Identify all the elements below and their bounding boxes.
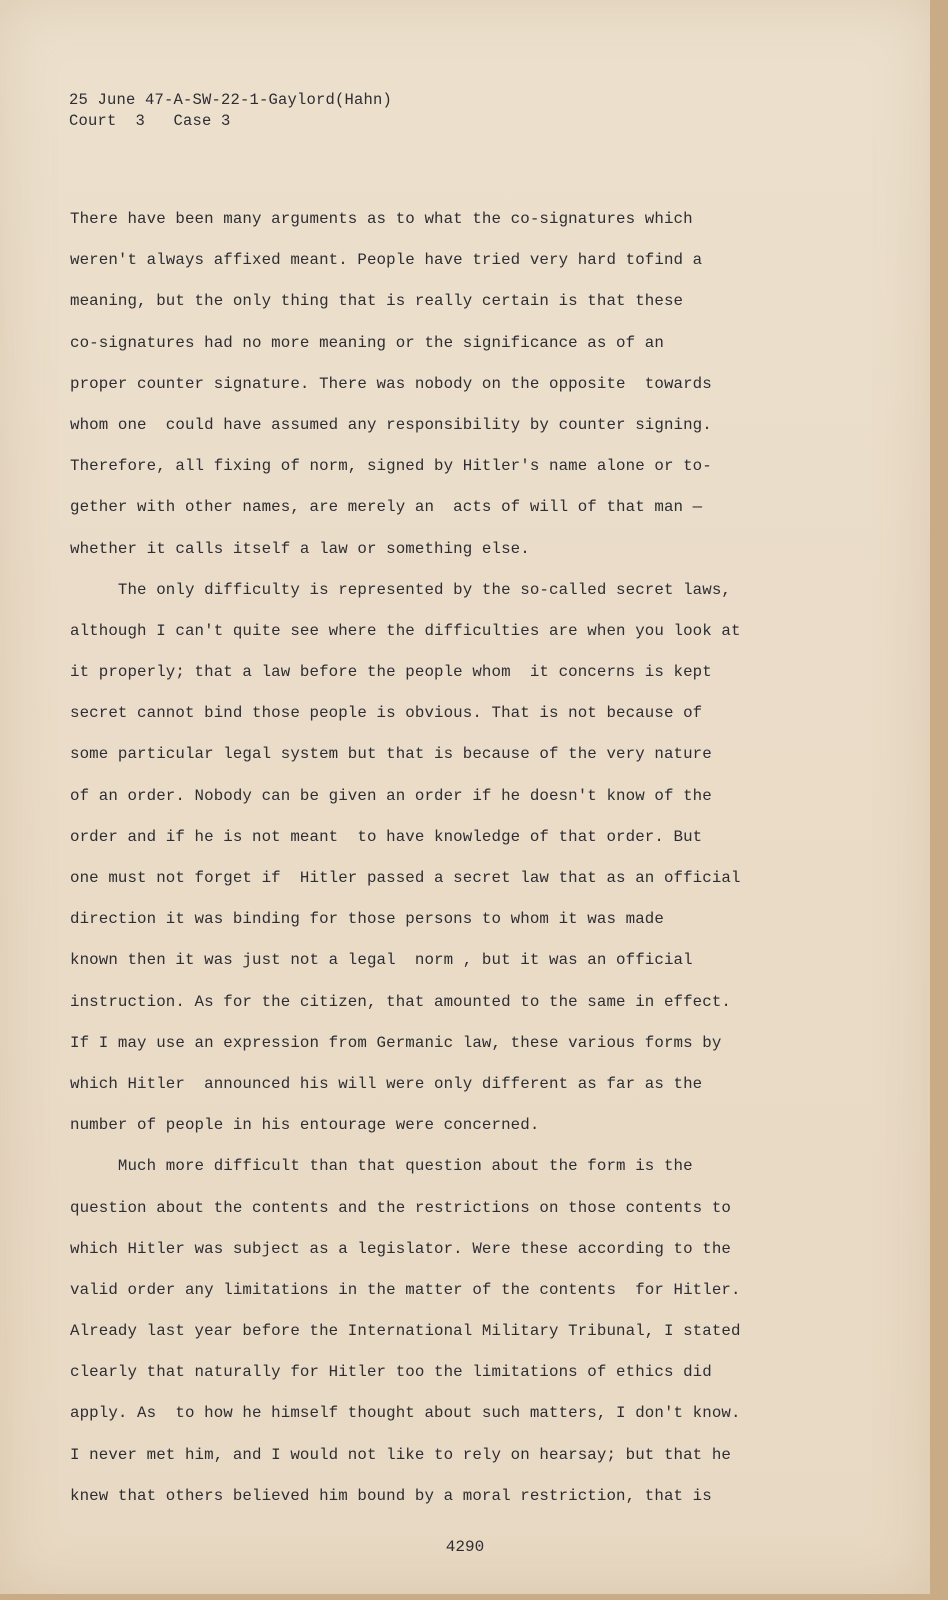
text-line: The only difficulty is represented by the so-called secret laws, — [70, 580, 731, 599]
header-court-case: Court 3 Case 3 — [69, 112, 231, 130]
text-line: valid order any limitations in the matter of the contents for Hitler. — [70, 1280, 741, 1299]
text-line: If I may use an expression from Germanic law, these various forms by — [70, 1033, 722, 1052]
text-line: weren't always affixed meant. People have tried very hard tofind a — [70, 251, 703, 270]
text-line: There have been many arguments as to what the co-signatures which — [70, 210, 693, 228]
text-line: proper counter signature. There was nobody on the opposite towards — [70, 374, 712, 393]
text-line: which Hitler was subject as a legislator. Were these according to the — [70, 1239, 731, 1258]
header-date-reference: 25 June 47-A-SW-22-1-Gaylord(Hahn) — [69, 91, 393, 109]
text-line: order and if he is not meant to have knowledge of that order. But — [70, 827, 703, 846]
text-line: gether with other names, are merely an acts of will of that man — — [70, 498, 703, 517]
text-line: question about the contents and the restrictions on those contents to — [70, 1198, 731, 1217]
text-line: one must not forget if Hitler passed a secret law that as an official — [70, 869, 741, 887]
text-line: clearly that naturally for Hitler too the limitations of ethics did — [70, 1363, 712, 1382]
text-line: of an order. Nobody can be given an order if he doesn't know of the — [70, 786, 712, 805]
text-line: knew that others believed him bound by a moral restriction, that is — [70, 1486, 712, 1505]
document-header — [69, 90, 392, 132]
text-line: secret cannot bind those people is obvious. That is not because of — [70, 704, 703, 723]
text-line: it properly; that a law before the people whom it concerns is kept — [70, 663, 712, 682]
text-line: whom one could have assumed any responsibility by counter signing. — [70, 415, 712, 434]
text-line: apply. As to how he himself thought about such matters, I don't know. — [70, 1404, 741, 1423]
text-line: known then it was just not a legal norm , but it was an official — [70, 951, 693, 970]
text-line: direction it was binding for those persons to whom it was made — [70, 910, 664, 929]
text-line: number of people in his entourage were concerned. — [70, 1116, 540, 1135]
text-line: although I can't quite see where the difficulties are when you look at — [70, 621, 741, 640]
text-line: Much more difficult than that question about the form is the — [70, 1157, 693, 1176]
text-line: meaning, but the only thing that is really certain is that these — [70, 292, 684, 311]
page-number: 4290 — [445, 1538, 485, 1556]
text-line: some particular legal system but that is because of the very nature — [70, 745, 712, 764]
text-line: which Hitler announced his will were only different as far as the — [70, 1074, 703, 1093]
text-line: whether it calls itself a law or something else. — [70, 539, 530, 558]
body-text — [70, 204, 790, 1522]
text-line: co-signatures had no more meaning or the significance as of an — [70, 333, 664, 352]
text-line: Therefore, all fixing of norm, signed by Hitler's name alone or to- — [70, 457, 712, 476]
text-line: instruction. As for the citizen, that amounted to the same in effect. — [70, 992, 731, 1011]
text-line: Already last year before the International Military Tribunal, I stated — [70, 1322, 741, 1341]
text-line: I never met him, and I would not like to rely on hearsay; but that he — [70, 1445, 731, 1464]
